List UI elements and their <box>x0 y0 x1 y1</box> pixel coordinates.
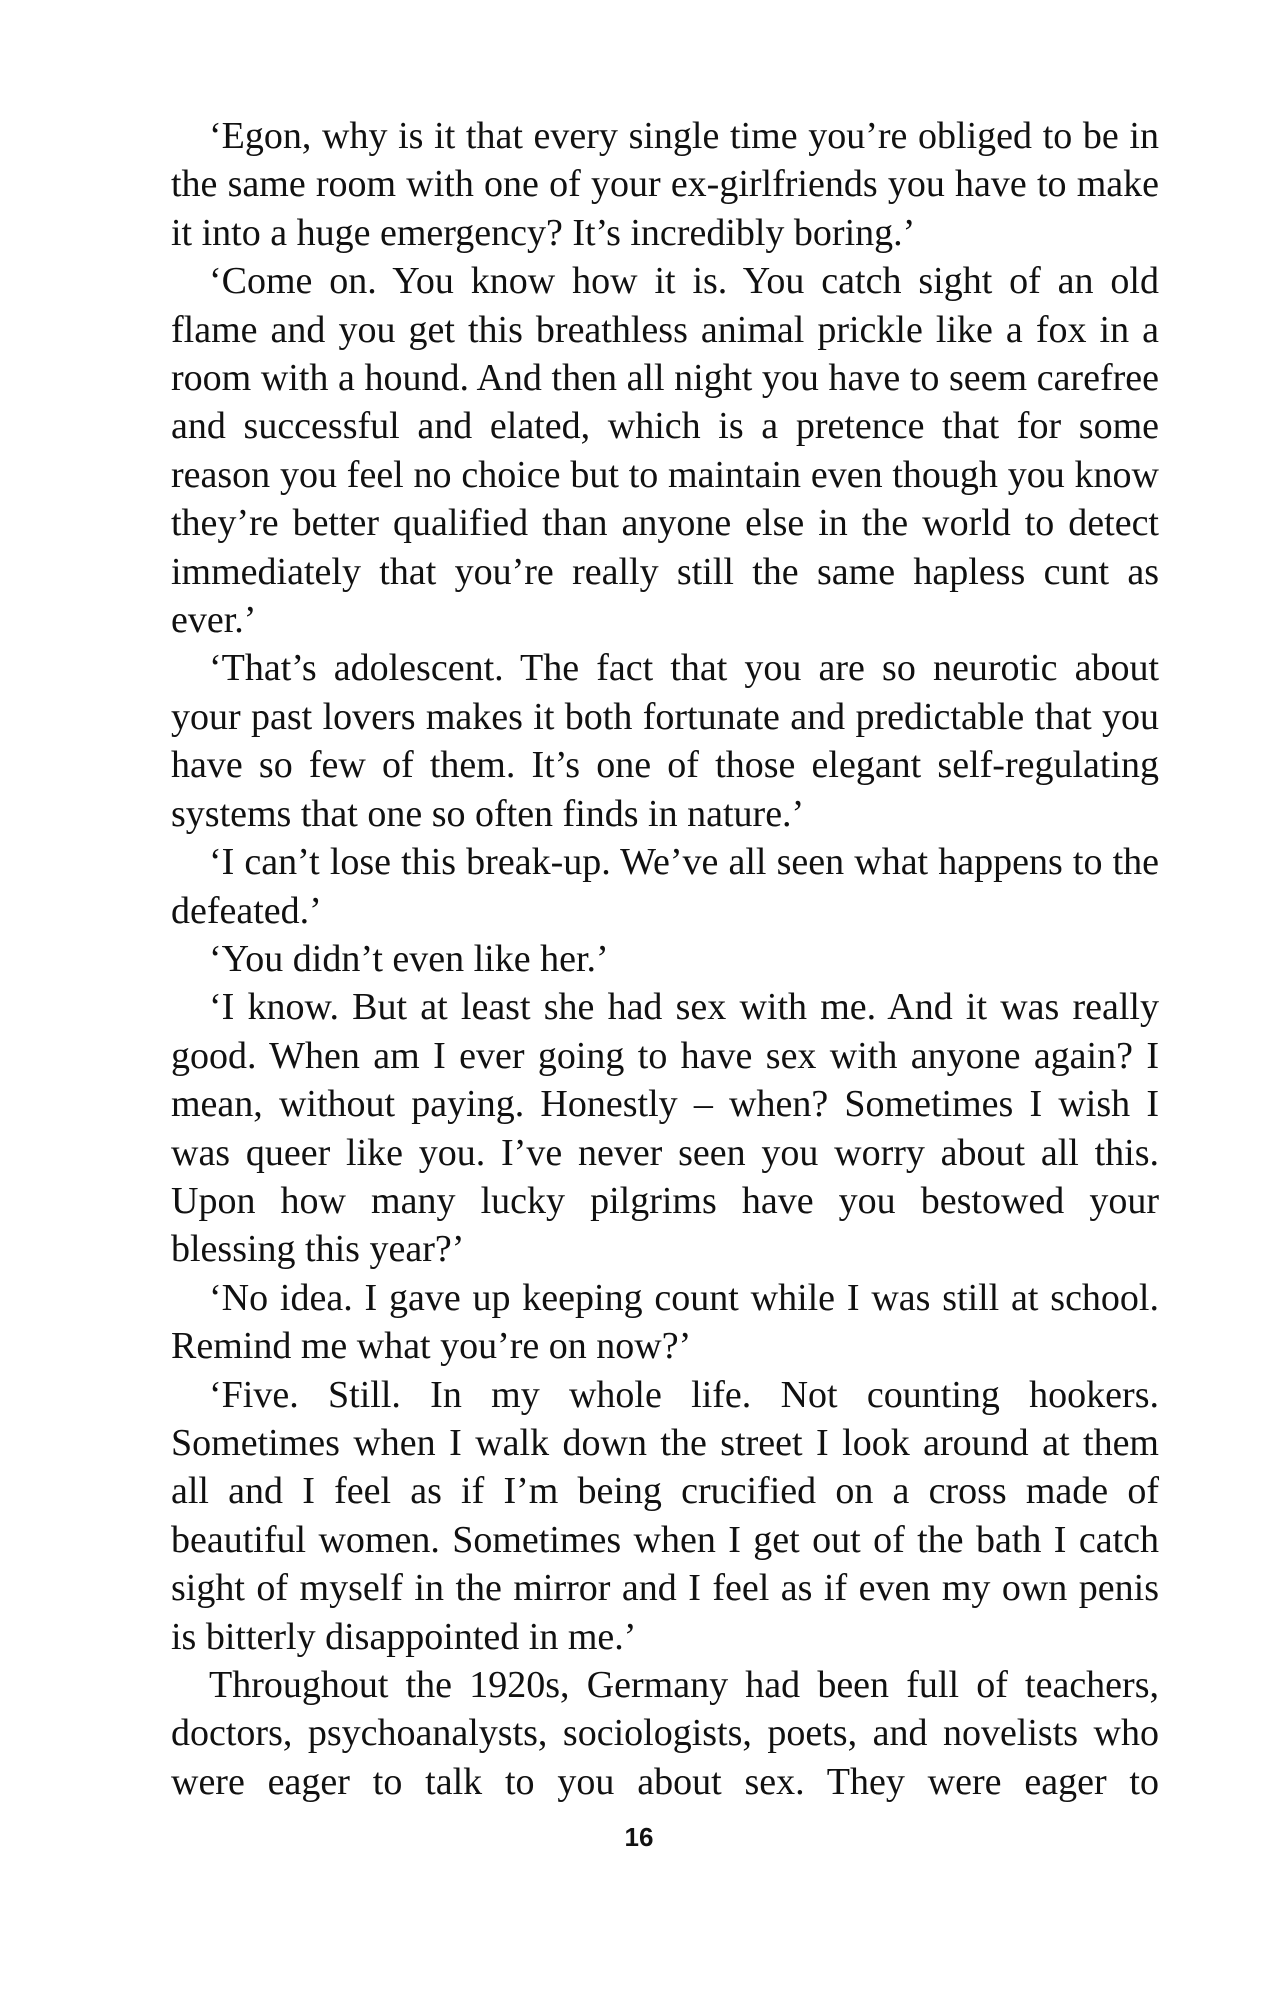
paragraph-5: ‘You didn’t even like her.’ <box>209 937 609 980</box>
paragraph-9: Throughout the 1920s, Germany had been full of teachers, doctors, psychoanalysts, sociologists, poets, and novelists who were eager to talk to you about sex. They were eager to <box>171 1664 1159 1803</box>
paragraph-7: ‘No idea. I gave up keeping count while I was still at school. Remind me what you’re on now?’ <box>171 1276 1159 1368</box>
body-text <box>171 112 1159 1806</box>
paragraph-6: ‘I know. But at least she had sex with me. And it was really good. When am I ever going to have sex with anyone again? I mean, without paying. Honestly – when? Sometimes I wish I was queer like you. I’ve never seen you worry about all this. Upon how many lucky pilgrims have you bestowed your blessing this year?’ <box>171 986 1159 1271</box>
paragraph-8: ‘Five. Still. In my whole life. Not counting hookers. Sometimes when I walk down the street I look around at them all and I feel as if I’m being crucified on a cross made of beautiful women. Sometimes when I get out of the bath I catch sight of myself in the mirror and I feel as if even my own penis is bitterly disappointed in me.’ <box>171 1373 1159 1658</box>
paragraph-1: ‘Egon, why is it that every single time you’re obliged to be in the same room with one of your ex-girlfriends you have to make it into a huge emergency? It’s incredibly boring.’ <box>171 115 1159 254</box>
paragraph-2: ‘Come on. You know how it is. You catch sight of an old flame and you get this breathless animal prickle like a fox in a room with a hound. And then all night you have to seem carefree and successful and elated, which is a pretence that for some reason you feel no choice but to maintain even though you know they’re better qualified than anyone else in the world to detect immediately that you’re really still the same hapless cunt as ever.’ <box>171 260 1159 642</box>
paragraph-3: ‘That’s adolescent. The fact that you are so neurotic about your past lovers makes it both fortunate and predictable that you have so few of them. It’s one of those elegant self-regulating systems that one so often finds in nature.’ <box>171 647 1159 835</box>
page-number: 16 <box>624 1822 654 1852</box>
paragraph-4: ‘I can’t lose this break-up. We’ve all seen what happens to the defeated.’ <box>171 841 1159 932</box>
